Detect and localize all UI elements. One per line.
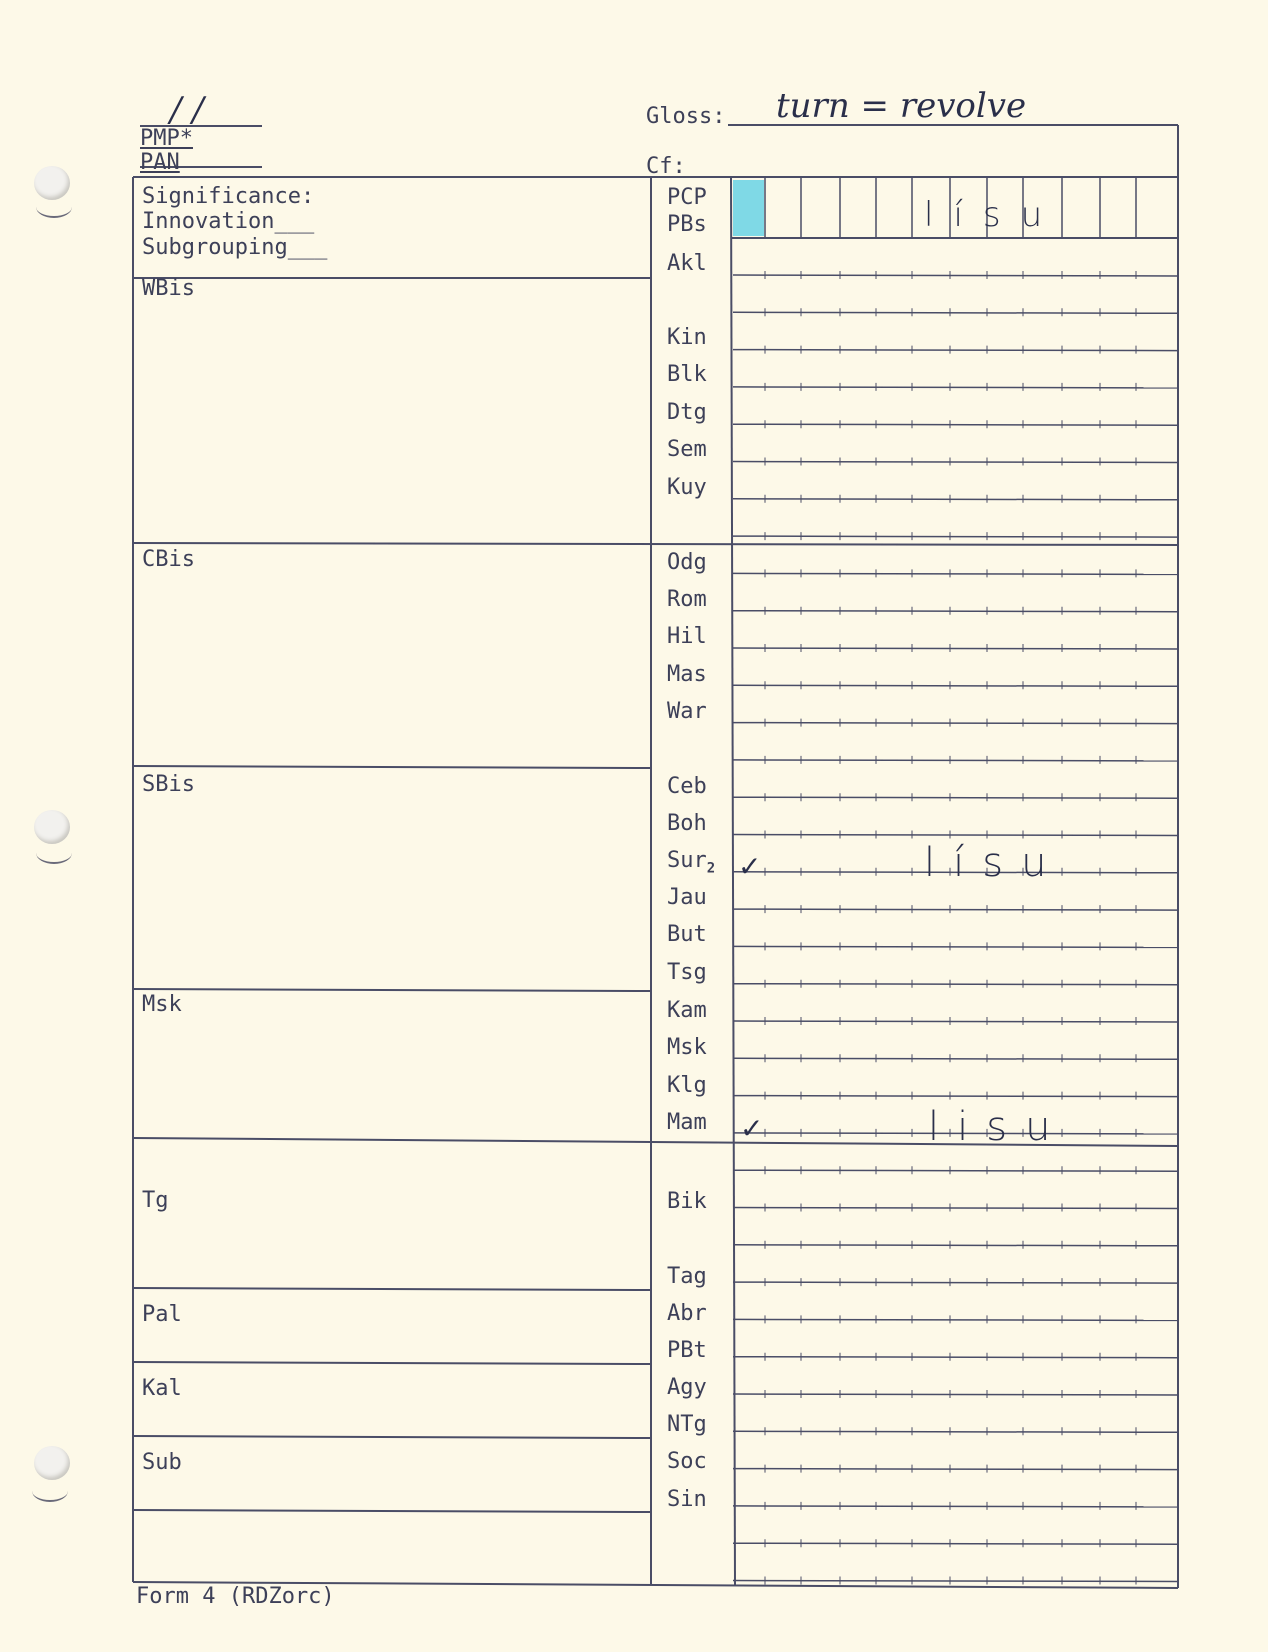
ruled-line	[733, 462, 1178, 463]
sur-form: lísu	[924, 840, 1065, 886]
significance-title: Significance:	[142, 184, 315, 209]
lang-soc: Soc	[667, 1449, 707, 1474]
ruled-line	[733, 1058, 1178, 1059]
pan-label: PAN	[140, 150, 180, 175]
innovation-field: Innovation___	[142, 209, 315, 234]
ruled-line	[733, 1506, 1178, 1507]
lang-pcp: PCP	[667, 185, 707, 210]
pmp-label: PMP*	[140, 126, 193, 151]
lang-rom: Rom	[667, 587, 707, 612]
lang-jau: Jau	[667, 885, 707, 910]
ruled-line	[733, 1431, 1178, 1432]
ruled-line	[733, 1208, 1178, 1209]
lang-mam: Mam	[667, 1110, 707, 1135]
ruled-line	[733, 350, 1178, 351]
ruled-line	[733, 1282, 1178, 1283]
lang-sur	[667, 848, 715, 876]
ruled-line	[733, 909, 1178, 910]
lang-pbt: PBt	[667, 1338, 707, 1363]
section-msk: Msk	[142, 992, 182, 1017]
section-pal: Pal	[142, 1302, 182, 1327]
lang-sin: Sin	[667, 1487, 707, 1512]
lang-klg: Klg	[667, 1073, 707, 1098]
lang-ntg: NTg	[667, 1412, 707, 1437]
gloss-label: Gloss:	[646, 104, 726, 129]
lang-sur-text: Sur	[667, 848, 707, 873]
ruled-line	[733, 685, 1178, 686]
lang-akl: Akl	[667, 251, 707, 276]
ruled-line	[733, 611, 1178, 612]
ruled-line	[733, 387, 1178, 388]
section-wbis: WBis	[142, 276, 195, 301]
date-slashes: / /	[170, 90, 204, 130]
ruled-line	[733, 1581, 1178, 1582]
ruled-line	[733, 723, 1178, 724]
ruled-line	[733, 312, 1178, 313]
highlight-cell	[733, 180, 764, 236]
ruled-line	[733, 1170, 1178, 1171]
ruled-line	[733, 984, 1178, 985]
lang-bik: Bik	[667, 1189, 707, 1214]
ruled-line	[733, 1394, 1178, 1395]
ruled-line	[733, 1245, 1178, 1246]
section-sbis: SBis	[142, 772, 195, 797]
mam-check: ✓	[740, 1112, 764, 1145]
lang-blk: Blk	[667, 362, 707, 387]
lang-kam: Kam	[667, 998, 707, 1023]
gloss-value: turn = revolve	[776, 86, 1027, 126]
ruled-line	[733, 536, 1178, 537]
lang-mas: Mas	[667, 662, 707, 687]
lang-pbs: PBs	[667, 212, 707, 237]
lang-tsg: Tsg	[667, 960, 707, 985]
ruled-line	[733, 648, 1178, 649]
lang-ceb: Ceb	[667, 774, 707, 799]
lang-tag: Tag	[667, 1264, 707, 1289]
ruled-line	[733, 835, 1178, 836]
sur-check: ✓	[738, 850, 762, 883]
lang-dtg: Dtg	[667, 400, 707, 425]
lang-agy: Agy	[667, 1375, 707, 1400]
ruled-line	[733, 797, 1178, 798]
form-footer: Form 4 (RDZorc)	[136, 1584, 335, 1609]
section-kal: Kal	[142, 1376, 182, 1401]
lang-kin: Kin	[667, 325, 707, 350]
section-sub: Sub	[142, 1450, 182, 1475]
ruled-line	[733, 275, 1178, 276]
section-cbis: CBis	[142, 547, 195, 572]
ruled-line	[733, 1357, 1178, 1358]
lang-boh: Boh	[667, 811, 707, 836]
ruled-line	[733, 946, 1178, 947]
pbs-form: lísu	[924, 195, 1063, 235]
ruled-line	[733, 424, 1178, 425]
mam-form: lisu	[928, 1104, 1069, 1150]
lang-war: War	[667, 699, 707, 724]
ruled-line	[733, 1319, 1178, 1320]
ruled-line	[733, 1469, 1178, 1470]
lang-sem: Sem	[667, 437, 707, 462]
ruled-line	[733, 1021, 1178, 1022]
lang-hil: Hil	[667, 624, 707, 649]
lang-odg: Odg	[667, 550, 707, 575]
ruled-line	[733, 1543, 1178, 1544]
ruled-line	[733, 760, 1178, 761]
section-tg: Tg	[142, 1188, 169, 1213]
lang-msk: Msk	[667, 1035, 707, 1060]
lang-but: But	[667, 922, 707, 947]
ruled-line	[733, 499, 1178, 500]
lang-abr: Abr	[667, 1301, 707, 1326]
subgrouping-field: Subgrouping___	[142, 235, 328, 260]
ruled-line	[733, 1096, 1178, 1097]
ruled-line	[733, 573, 1178, 574]
cf-label: Cf:	[646, 154, 686, 179]
lang-sur-subscript: 2	[706, 860, 716, 877]
lang-kuy: Kuy	[667, 475, 707, 500]
